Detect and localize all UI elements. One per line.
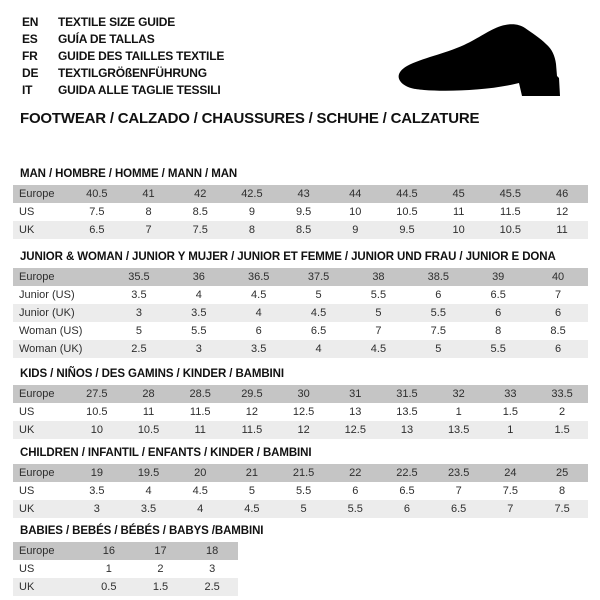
dress-shoe-icon [392, 20, 578, 108]
size-cell: 45.5 [485, 185, 537, 203]
size-cell: 1 [433, 403, 485, 421]
table-row [13, 560, 238, 578]
table-row [13, 203, 588, 221]
size-cell: 5 [408, 340, 468, 358]
size-cell: 5 [278, 500, 330, 518]
table-row [13, 464, 588, 482]
size-cell: 4 [174, 500, 226, 518]
row-label: Europe [13, 385, 71, 403]
size-cell: 36 [169, 268, 229, 286]
size-cell: 31 [329, 385, 381, 403]
table-row [13, 221, 588, 239]
size-cell: 13.5 [381, 403, 433, 421]
size-cell: 1 [485, 421, 537, 439]
row-label: Europe [13, 185, 71, 203]
size-cell: 39 [468, 268, 528, 286]
size-cell: 7.5 [485, 482, 537, 500]
table-row [13, 286, 588, 304]
row-label: US [13, 203, 71, 221]
size-cell: 1 [83, 560, 135, 578]
size-cell: 0.5 [83, 578, 135, 596]
row-label: UK [13, 578, 83, 596]
size-cell: 1.5 [536, 421, 588, 439]
size-cell: 21 [226, 464, 278, 482]
size-cell: 31.5 [381, 385, 433, 403]
table-row [13, 340, 588, 358]
size-cell: 5 [289, 286, 349, 304]
size-cell: 12.5 [329, 421, 381, 439]
size-cell: 7 [433, 482, 485, 500]
table-row [13, 578, 238, 596]
size-cell: 37.5 [289, 268, 349, 286]
size-cell: 10.5 [381, 203, 433, 221]
table-row [13, 304, 588, 322]
row-label: Woman (US) [13, 322, 109, 340]
size-cell: 5.5 [349, 286, 409, 304]
size-cell: 18 [186, 542, 238, 560]
junior-woman-size-table [13, 268, 588, 358]
size-cell: 25 [536, 464, 588, 482]
row-label: Junior (UK) [13, 304, 109, 322]
size-cell: 10 [433, 221, 485, 239]
size-cell: 4.5 [289, 304, 349, 322]
size-cell: 4.5 [174, 482, 226, 500]
size-cell: 10.5 [123, 421, 175, 439]
size-cell: 11 [536, 221, 588, 239]
size-cell: 6 [528, 340, 588, 358]
size-cell: 12 [226, 403, 278, 421]
language-row [22, 30, 224, 47]
table-title: BABIES / BEBÉS / BÉBÉS / BABYS /BAMBINI [20, 525, 264, 537]
size-cell: 8.5 [528, 322, 588, 340]
size-cell: 2 [536, 403, 588, 421]
size-cell: 33 [485, 385, 537, 403]
row-label: US [13, 482, 71, 500]
language-row [22, 81, 224, 98]
size-cell: 3 [71, 500, 123, 518]
size-cell: 41 [123, 185, 175, 203]
size-cell: 23.5 [433, 464, 485, 482]
size-cell: 13.5 [433, 421, 485, 439]
size-cell: 22.5 [381, 464, 433, 482]
row-label: US [13, 560, 83, 578]
size-cell: 32 [433, 385, 485, 403]
row-label: UK [13, 221, 71, 239]
size-cell: 6.5 [433, 500, 485, 518]
table-row [13, 403, 588, 421]
size-cell: 7.5 [71, 203, 123, 221]
kids-size-table [13, 385, 588, 439]
size-cell: 33.5 [536, 385, 588, 403]
children-size-table [13, 464, 588, 518]
row-label: Junior (US) [13, 286, 109, 304]
size-cell: 3 [186, 560, 238, 578]
size-cell: 12 [536, 203, 588, 221]
size-cell: 6 [229, 322, 289, 340]
language-title: GUIDA ALLE TAGLIE TESSILI [58, 82, 221, 97]
size-cell: 4 [289, 340, 349, 358]
language-code: EN [22, 14, 39, 29]
size-cell: 8 [123, 203, 175, 221]
size-cell: 24 [485, 464, 537, 482]
size-cell: 8 [536, 482, 588, 500]
size-cell: 9 [329, 221, 381, 239]
size-cell: 45 [433, 185, 485, 203]
table-title: KIDS / NIÑOS / DES GAMINS / KINDER / BAMBINI [20, 368, 284, 380]
babies-size-table [13, 542, 238, 596]
size-cell: 46 [536, 185, 588, 203]
size-cell: 8 [468, 322, 528, 340]
size-cell: 8 [226, 221, 278, 239]
size-cell: 6.5 [381, 482, 433, 500]
size-cell: 3.5 [109, 286, 169, 304]
table-row [13, 185, 588, 203]
size-cell: 17 [135, 542, 187, 560]
category-title: FOOTWEAR / CALZADO / CHAUSSURES / SCHUHE / CALZATURE [20, 110, 480, 127]
man-size-table-section [13, 168, 588, 239]
size-cell: 7 [528, 286, 588, 304]
size-cell: 5.5 [169, 322, 229, 340]
size-cell: 21.5 [278, 464, 330, 482]
table-row [13, 385, 588, 403]
size-cell: 6.5 [468, 286, 528, 304]
size-tables [13, 168, 588, 596]
size-cell: 43 [278, 185, 330, 203]
size-cell: 3.5 [71, 482, 123, 500]
language-code: FR [22, 48, 38, 63]
size-cell: 10 [329, 203, 381, 221]
size-cell: 11.5 [174, 403, 226, 421]
man-size-table [13, 185, 588, 239]
size-cell: 27.5 [71, 385, 123, 403]
row-label: UK [13, 421, 71, 439]
size-cell: 6 [381, 500, 433, 518]
language-title: GUÍA DE TALLAS [58, 31, 155, 46]
size-cell: 44 [329, 185, 381, 203]
size-cell: 5.5 [468, 340, 528, 358]
size-cell: 13 [381, 421, 433, 439]
size-cell: 5.5 [408, 304, 468, 322]
row-label: Europe [13, 268, 109, 286]
size-cell: 19 [71, 464, 123, 482]
language-code: IT [22, 82, 33, 97]
language-header [22, 13, 224, 98]
size-cell: 10.5 [485, 221, 537, 239]
size-cell: 4.5 [229, 286, 289, 304]
size-cell: 6 [408, 286, 468, 304]
language-row [22, 47, 224, 64]
size-cell: 5 [226, 482, 278, 500]
size-cell: 11 [123, 403, 175, 421]
size-cell: 20 [174, 464, 226, 482]
babies-size-table-section [13, 525, 588, 596]
size-cell: 7 [485, 500, 537, 518]
size-cell: 6 [329, 482, 381, 500]
size-cell: 5.5 [329, 500, 381, 518]
size-cell: 1.5 [135, 578, 187, 596]
size-cell: 7.5 [174, 221, 226, 239]
row-label: Europe [13, 464, 71, 482]
size-cell: 8.5 [278, 221, 330, 239]
size-cell: 2 [135, 560, 187, 578]
size-cell: 11.5 [485, 203, 537, 221]
size-cell: 29.5 [226, 385, 278, 403]
language-row [22, 64, 224, 81]
size-cell: 11 [174, 421, 226, 439]
size-cell: 4 [123, 482, 175, 500]
size-cell: 3.5 [229, 340, 289, 358]
size-cell: 3 [109, 304, 169, 322]
table-row [13, 421, 588, 439]
size-cell: 6.5 [71, 221, 123, 239]
size-cell: 2.5 [186, 578, 238, 596]
size-cell: 16 [83, 542, 135, 560]
size-cell: 4.5 [226, 500, 278, 518]
language-code: DE [22, 65, 39, 80]
size-cell: 35.5 [109, 268, 169, 286]
size-cell: 40 [528, 268, 588, 286]
language-row [22, 13, 224, 30]
size-cell: 19.5 [123, 464, 175, 482]
row-label: Woman (UK) [13, 340, 109, 358]
size-cell: 4 [229, 304, 289, 322]
size-cell: 7 [123, 221, 175, 239]
size-cell: 7.5 [536, 500, 588, 518]
size-cell: 2.5 [109, 340, 169, 358]
size-cell: 13 [329, 403, 381, 421]
size-cell: 7.5 [408, 322, 468, 340]
size-cell: 28 [123, 385, 175, 403]
children-size-table-section [13, 447, 588, 518]
size-cell: 38.5 [408, 268, 468, 286]
size-cell: 10.5 [71, 403, 123, 421]
size-cell: 42.5 [226, 185, 278, 203]
kids-size-table-section [13, 368, 588, 439]
size-cell: 40.5 [71, 185, 123, 203]
table-row [13, 322, 588, 340]
size-cell: 22 [329, 464, 381, 482]
size-cell: 3 [169, 340, 229, 358]
size-cell: 4.5 [349, 340, 409, 358]
size-cell: 5 [349, 304, 409, 322]
size-cell: 12.5 [278, 403, 330, 421]
size-cell: 44.5 [381, 185, 433, 203]
size-cell: 5 [109, 322, 169, 340]
size-cell: 12 [278, 421, 330, 439]
table-row [13, 500, 588, 518]
table-row [13, 268, 588, 286]
table-title: CHILDREN / INFANTIL / ENFANTS / KINDER / BAMBINI [20, 447, 312, 459]
size-cell: 8.5 [174, 203, 226, 221]
language-title: GUIDE DES TAILLES TEXTILE [58, 48, 225, 63]
language-title: TEXTILE SIZE GUIDE [58, 14, 176, 29]
size-cell: 7 [349, 322, 409, 340]
size-cell: 9.5 [278, 203, 330, 221]
size-cell: 9.5 [381, 221, 433, 239]
junior-woman-size-table-section [13, 251, 588, 358]
size-cell: 9 [226, 203, 278, 221]
row-label: Europe [13, 542, 83, 560]
row-label: UK [13, 500, 71, 518]
size-cell: 38 [349, 268, 409, 286]
language-code: ES [22, 31, 38, 46]
size-cell: 5.5 [278, 482, 330, 500]
size-cell: 6 [528, 304, 588, 322]
table-row [13, 542, 238, 560]
size-cell: 6.5 [289, 322, 349, 340]
size-cell: 28.5 [174, 385, 226, 403]
table-title: MAN / HOMBRE / HOMME / MANN / MAN [20, 168, 238, 180]
size-cell: 10 [71, 421, 123, 439]
table-row [13, 482, 588, 500]
size-cell: 11 [433, 203, 485, 221]
language-title: TEXTILGRÖßENFÜHRUNG [58, 65, 207, 80]
size-cell: 6 [468, 304, 528, 322]
size-cell: 36.5 [229, 268, 289, 286]
size-cell: 30 [278, 385, 330, 403]
size-cell: 3.5 [123, 500, 175, 518]
size-cell: 11.5 [226, 421, 278, 439]
table-title: JUNIOR & WOMAN / JUNIOR Y MUJER / JUNIOR ET FEMME / JUNIOR UND FRAU / JUNIOR E DONA [20, 251, 556, 263]
size-cell: 42 [174, 185, 226, 203]
size-cell: 4 [169, 286, 229, 304]
size-cell: 1.5 [485, 403, 537, 421]
row-label: US [13, 403, 71, 421]
size-cell: 3.5 [169, 304, 229, 322]
